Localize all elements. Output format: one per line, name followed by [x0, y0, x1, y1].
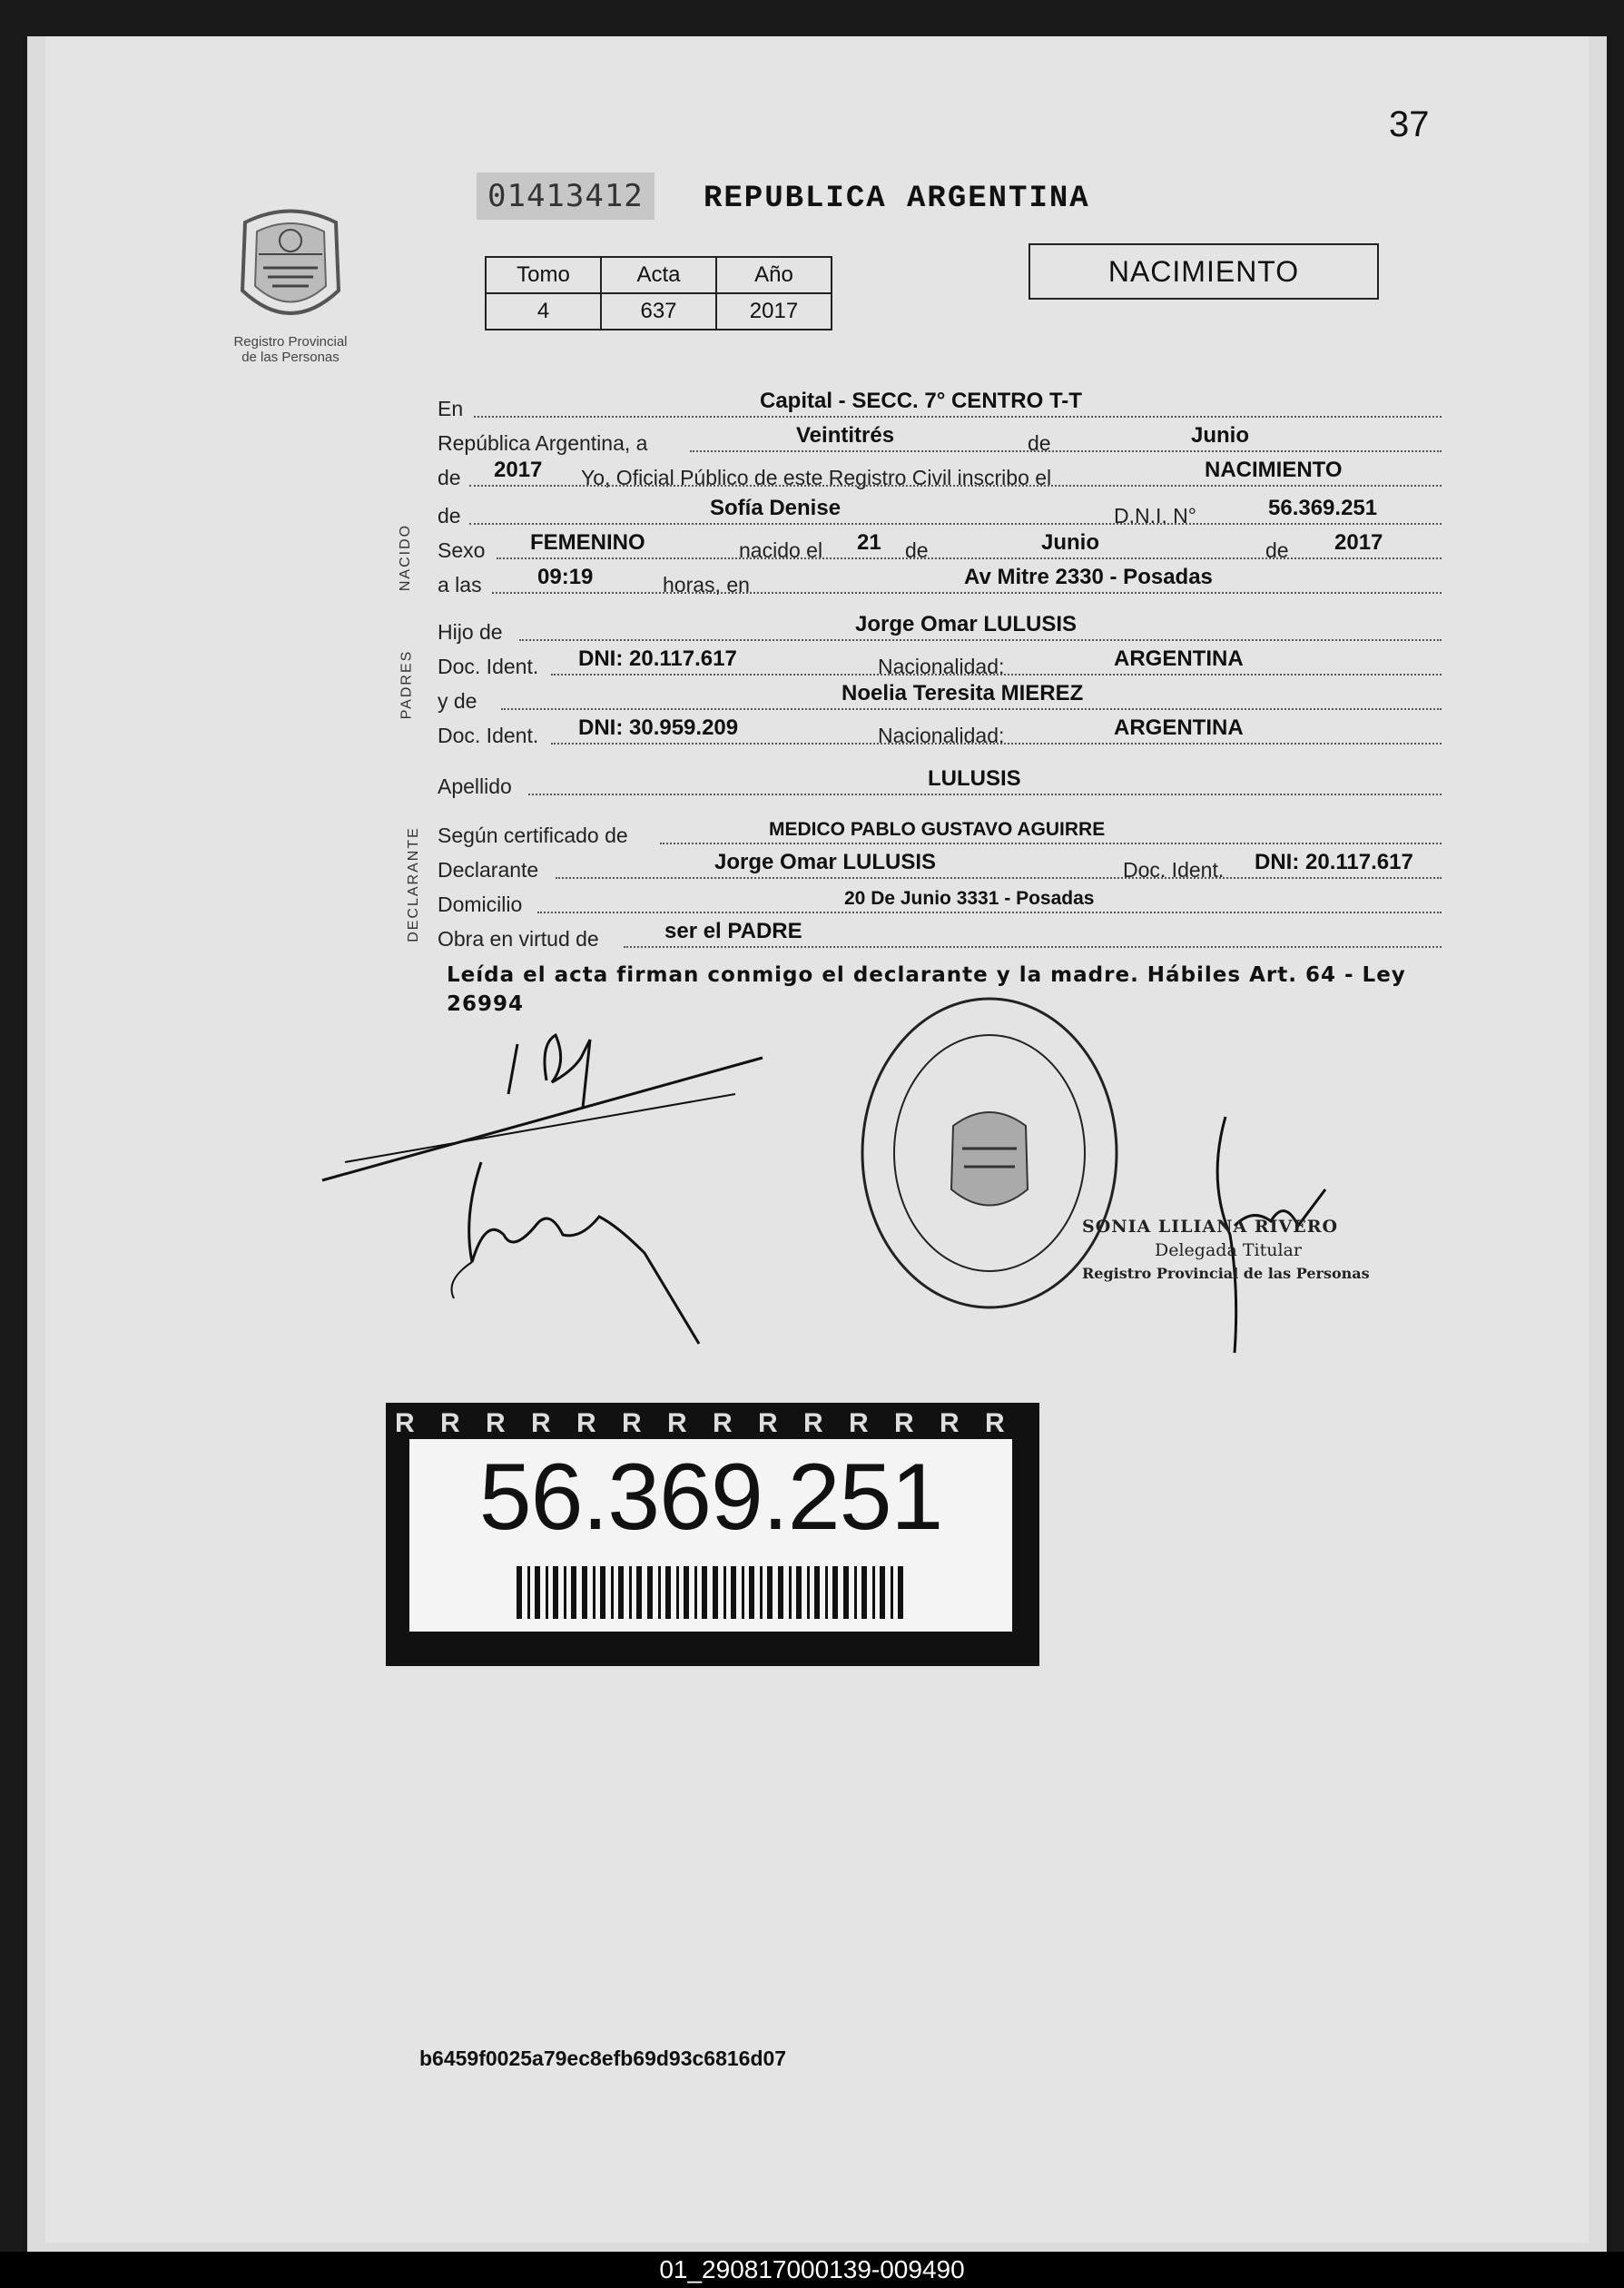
dni-label	[386, 1403, 1039, 1666]
field-birth-day: 21	[857, 530, 881, 555]
signatures-icon	[309, 1008, 781, 1353]
record-type-box: NACIMIENTO	[1029, 243, 1379, 300]
side-label-padres: PADRES	[399, 649, 415, 720]
field-birth-place: Av Mitre 2330 - Posadas	[964, 565, 1213, 589]
form-row-en: En Capital - SECC. 7° CENTRO T-T	[438, 390, 1442, 423]
svg-text:R: R	[894, 1408, 914, 1438]
field-mother-doc: DNI: 30.959.209	[578, 715, 739, 740]
field-declarant: Jorge Omar LULUSIS	[714, 850, 937, 874]
svg-text:R: R	[713, 1408, 733, 1438]
svg-text:R: R	[985, 1408, 1005, 1438]
table-cell-tomo: 4	[486, 293, 601, 330]
field-day: Veintitrés	[796, 423, 895, 448]
form-row-date: República Argentina, a Veintitrés de Junio	[438, 425, 1442, 458]
table-header: Acta	[601, 257, 716, 293]
table-header: Año	[716, 257, 832, 293]
field-place-registry: Capital - SECC. 7° CENTRO T-T	[760, 389, 1082, 413]
svg-text:R: R	[758, 1408, 778, 1438]
field-father-doc: DNI: 20.117.617	[578, 646, 737, 671]
document-hash: b6459f0025a79ec8efb69d93c6816d07	[419, 2046, 787, 2070]
svg-text:R: R	[849, 1408, 869, 1438]
closing-text: Leída el acta firman conmigo el declarante y la madre. Hábiles Art. 64 - Ley 26994	[447, 963, 1406, 1016]
svg-text:R: R	[803, 1408, 823, 1438]
svg-text:R: R	[622, 1408, 642, 1438]
form-row-father: Hijo de Jorge Omar LULUSIS	[438, 614, 1442, 646]
field-month: Junio	[1191, 423, 1249, 448]
form-row-surname: Apellido LULUSIS	[438, 768, 1442, 801]
svg-text:R: R	[667, 1408, 687, 1438]
label-pattern-icon	[386, 1403, 1039, 1439]
table-cell-acta: 637	[601, 293, 716, 330]
field-dni: 56.369.251	[1268, 496, 1378, 520]
barcode-icon	[517, 1566, 907, 1619]
official-name: SONIA LILIANA RIVERO	[1082, 1217, 1339, 1237]
official-org: Registro Provincial de las Personas	[1082, 1265, 1370, 1282]
field-address: 20 De Junio 3331 - Posadas	[844, 888, 1095, 909]
field-birth-year: 2017	[1334, 530, 1383, 555]
official-block	[1082, 1215, 1370, 1286]
dni-number-large: 56.369.251	[478, 1445, 943, 1550]
side-label-nacido: NACIDO	[398, 523, 414, 592]
form-row-father-doc: Doc. Ident. DNI: 20.117.617 Nacionalidad: ARGENTINA	[438, 648, 1442, 681]
side-label-declarante: DECLARANTE	[405, 826, 421, 942]
field-father-nationality: ARGENTINA	[1114, 646, 1244, 671]
field-certificate: MEDICO PABLO GUSTAVO AGUIRRE	[769, 819, 1106, 840]
form-row-obra: Obra en virtud de ser el PADRE	[438, 921, 1442, 953]
field-birth-month: Junio	[1041, 530, 1099, 555]
field-inscribo: NACIMIENTO	[1205, 458, 1343, 482]
field-mother: Noelia Teresita MIEREZ	[842, 681, 1084, 705]
form-row-certificate: Según certificado de MEDICO PABLO GUSTAVO AGUIRRE	[438, 817, 1442, 850]
page-number: 37	[1389, 104, 1430, 144]
svg-text:R: R	[940, 1408, 960, 1438]
field-declarant-doc: DNI: 20.117.617	[1255, 850, 1413, 874]
form-row-name: de Sofía Denise D.N.I. N° 56.369.251	[438, 498, 1442, 530]
table-cell-anio: 2017	[716, 293, 832, 330]
record-table	[485, 256, 832, 330]
country-title: REPUBLICA ARGENTINA	[704, 182, 1090, 216]
form-row-mother-doc: Doc. Ident. DNI: 30.959.209 Nacionalidad: ARGENTINA	[438, 717, 1442, 750]
form-row-time: a las 09:19 horas, en Av Mitre 2330 - Posadas	[438, 567, 1442, 599]
field-time: 09:19	[537, 565, 594, 589]
svg-text:R: R	[395, 1408, 415, 1438]
form-row-inscribo: de 2017 Yo, Oficial Público de este Registro Civil inscribo el NACIMIENTO	[438, 459, 1442, 492]
footer-id: 01_290817000139-009490	[0, 2252, 1624, 2288]
registry-caption: Registro Provincial de las Personas	[233, 334, 348, 365]
svg-text:R: R	[486, 1408, 506, 1438]
svg-text:R: R	[440, 1408, 460, 1438]
serial-number: 01413412	[477, 173, 655, 220]
field-mother-nationality: ARGENTINA	[1114, 715, 1244, 740]
svg-text:R: R	[576, 1408, 596, 1438]
field-father: Jorge Omar LULUSIS	[855, 612, 1078, 636]
field-obra: ser el PADRE	[664, 919, 802, 943]
field-name: Sofía Denise	[710, 496, 842, 520]
field-sex: FEMENINO	[530, 530, 645, 555]
field-surname: LULUSIS	[928, 766, 1021, 791]
form-row-address: Domicilio 20 De Junio 3331 - Posadas	[438, 886, 1442, 919]
svg-text:R: R	[531, 1408, 551, 1438]
official-role: Delegada Titular	[1155, 1240, 1302, 1260]
form-row-declarant: Declarante Jorge Omar LULUSIS Doc. Ident. DNI: 20.117.617	[438, 852, 1442, 884]
form-row-mother: y de Noelia Teresita MIEREZ	[438, 683, 1442, 715]
form-row-sex: Sexo FEMENINO nacido el 21 de Junio de 2017	[438, 532, 1442, 565]
provincial-emblem-icon	[231, 204, 349, 331]
field-year: 2017	[494, 458, 543, 482]
table-header: Tomo	[486, 257, 601, 293]
